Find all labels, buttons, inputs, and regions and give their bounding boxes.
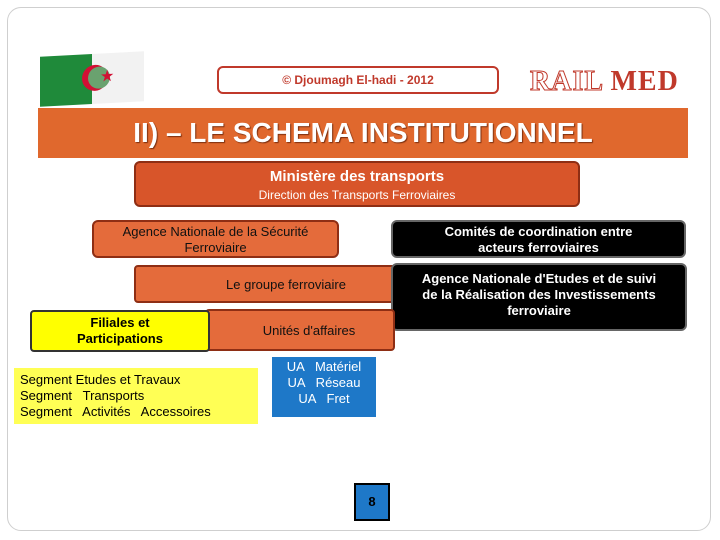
slide-title: II) – LE SCHEMA INSTITUTIONNEL	[38, 108, 688, 158]
agency-securite-box	[92, 220, 339, 258]
copyright-label: © Djoumagh El-hadi - 2012	[217, 66, 499, 94]
brand-rail: RAIL	[530, 66, 603, 97]
etudes-line-1: Agence Nationale d'Etudes et de suivi	[421, 271, 657, 286]
groupe-ferroviaire-box: Le groupe ferroviaire	[134, 265, 438, 303]
segments-box	[14, 368, 258, 424]
ministry-box	[134, 161, 580, 207]
filiales-box	[30, 310, 210, 352]
etudes-line-2: de la Réalisation des Investissements	[422, 287, 656, 302]
algeria-flag-icon: ★	[40, 51, 144, 106]
brand-logo	[530, 66, 679, 98]
agency-line-1: Agence Nationale de la Sécurité	[122, 224, 309, 239]
unites-affaires-box: Unités d'affaires	[205, 309, 395, 351]
filiales-line-1: Filiales et	[90, 315, 150, 330]
comites-line-2: acteurs ferroviaires	[478, 240, 599, 255]
filiales-line-2: Participations	[77, 331, 163, 346]
segment-line-3: Segment Activités Accessoires	[20, 404, 211, 419]
comites-box	[391, 220, 686, 258]
page-number: 8	[354, 483, 390, 521]
segment-line-1: Segment Etudes et Travaux	[20, 372, 181, 387]
segment-line-2: Segment Transports	[20, 388, 145, 403]
agency-line-2: Ferroviaire	[184, 240, 247, 255]
ua-box	[272, 357, 376, 417]
ua-line-2: UA Réseau	[287, 375, 361, 390]
ministry-title: Ministère des transports	[269, 168, 445, 185]
brand-med: MED	[610, 66, 679, 97]
ua-line-1: UA Matériel	[286, 359, 362, 374]
etudes-line-3: ferroviaire	[507, 303, 571, 318]
ua-line-3: UA Fret	[298, 391, 350, 406]
comites-line-1: Comités de coordination entre	[444, 224, 633, 239]
ministry-subtitle: Direction des Transports Ferroviaires	[258, 188, 456, 202]
agence-etudes-box	[391, 263, 687, 331]
